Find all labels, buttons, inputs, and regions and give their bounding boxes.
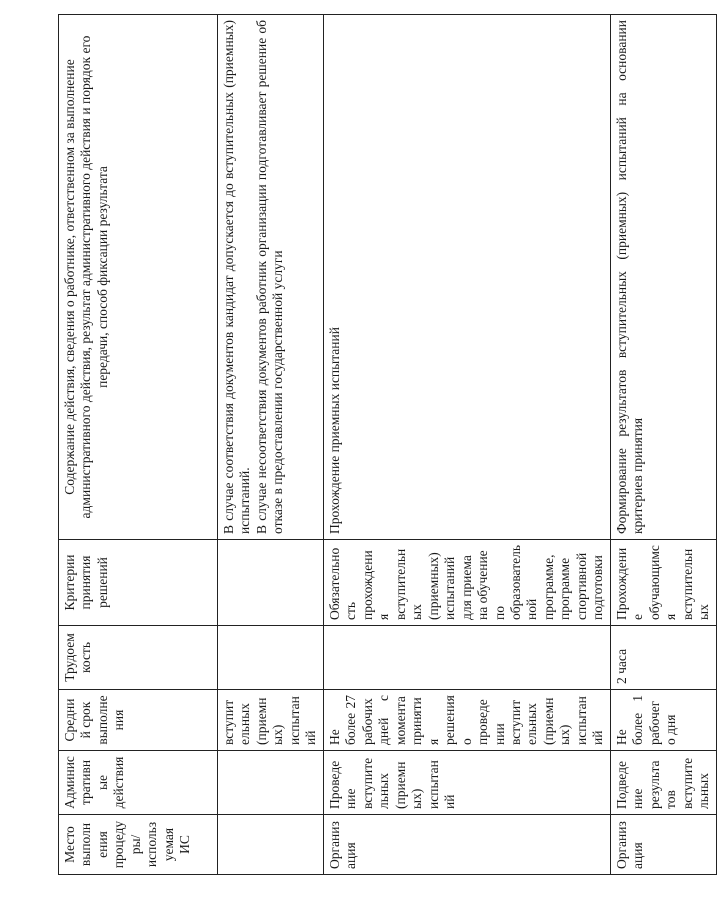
table-row bbox=[323, 15, 610, 875]
header-place: Место выполнения процедуры/используемая ИС bbox=[59, 815, 218, 875]
cell-term: Не более 1 рабочего дня bbox=[610, 690, 716, 751]
cell-content: В случае соответствия документов кандидат допускается до вступительных (приемных) испытаний. В случае несоответствия документов работник организации подготавливает решение об отказе в предоставлении государственной услуги bbox=[218, 15, 324, 540]
cell-content: Формирование результатов вступительных (приемных) испытаний на основании критериев принятия bbox=[610, 15, 716, 540]
cell-action: Подведение результатов вступительных bbox=[610, 751, 716, 815]
cell-criteria: Обязательность прохождения вступительных (приемных) испытаний для приема на обучение по образовательной программе, программе спортивной подготовки bbox=[323, 540, 610, 626]
header-content: Содержание действия, сведения о работнике, ответственном за выполнение административного действия, результат административного действия и порядок его передачи, способ фиксации результата bbox=[59, 15, 218, 540]
cell-labor bbox=[218, 626, 324, 690]
cell-place: Организация bbox=[323, 815, 610, 875]
cell-criteria bbox=[218, 540, 324, 626]
header-labor: Трудоемкость bbox=[59, 626, 218, 690]
cell-content: Прохождение приемных испытаний bbox=[323, 15, 610, 540]
header-criteria: Критерии принятия решений bbox=[59, 540, 218, 626]
rotated-page bbox=[58, 15, 712, 875]
cell-labor: 2 часа bbox=[610, 626, 716, 690]
cell-action: Проведение вступительных (приемных) испытаний bbox=[323, 751, 610, 815]
header-action: Административные действия bbox=[59, 751, 218, 815]
cell-place bbox=[218, 815, 324, 875]
cell-action bbox=[218, 751, 324, 815]
cell-term: вступительных (приемных) испытаний bbox=[218, 690, 324, 751]
cell-criteria: Прохождение обучающимся вступительных bbox=[610, 540, 716, 626]
cell-term: Не более 27 рабочих дней с момента принятия решения о проведении вступительных (приемных) испытаний bbox=[323, 690, 610, 751]
procedure-table bbox=[58, 14, 717, 875]
table-header-row bbox=[59, 15, 218, 875]
cell-place: Организация bbox=[610, 815, 716, 875]
table-row bbox=[610, 15, 716, 875]
header-term: Средний срок выполнения bbox=[59, 690, 218, 751]
table-row bbox=[218, 15, 324, 875]
cell-labor bbox=[323, 626, 610, 690]
